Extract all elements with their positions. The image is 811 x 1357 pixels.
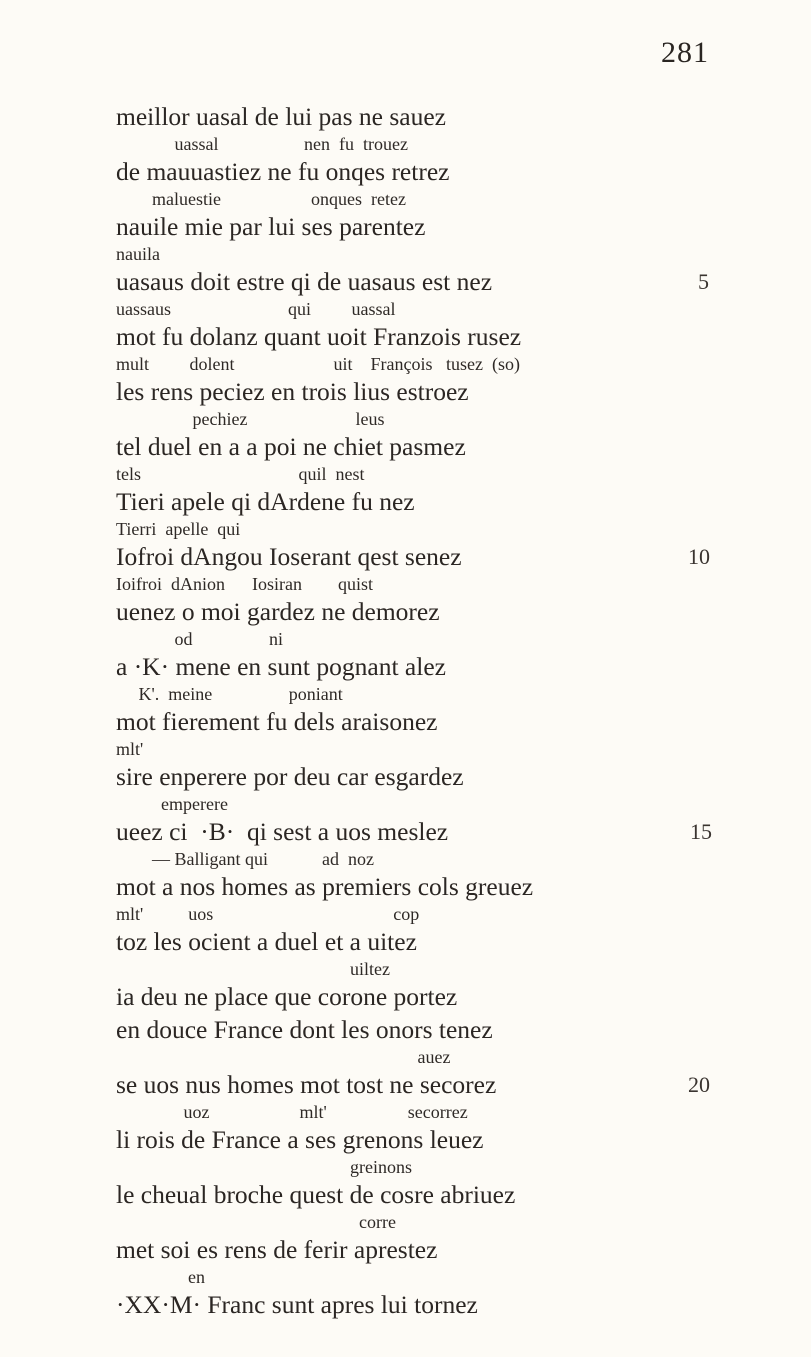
verse-line	[116, 1068, 716, 1101]
verse-text: mot fierement fu dels araisonez	[116, 707, 438, 736]
verse-line	[116, 650, 716, 683]
verse-text: les rens peciez en trois lius estroez	[116, 377, 469, 406]
variant-reading: K'. meine poniant	[116, 684, 343, 704]
verse-line	[116, 320, 716, 353]
verse-line	[116, 1013, 716, 1046]
verse-block	[116, 100, 716, 1321]
variant-reading: Ioifroi dAnion Iosiran quist	[116, 574, 373, 594]
verse-line	[116, 925, 716, 958]
verse-text: a ·K· mene en sunt pognant alez	[116, 652, 446, 681]
verse-text: uenez o moi gardez ne demorez	[116, 597, 440, 626]
variant-reading: Tierri apelle qui	[116, 519, 241, 539]
verse-text: sire enperere por deu car esgardez	[116, 762, 464, 791]
verse-text: met soi es rens de ferir aprestez	[116, 1235, 438, 1264]
verse-line	[116, 1288, 716, 1321]
line-number: 15	[690, 819, 712, 844]
line-number: 5	[698, 269, 709, 294]
verse-line	[116, 1233, 716, 1266]
verse-text: ia deu ne place que corone portez	[116, 982, 458, 1011]
verse-text: mot fu dolanz quant uoit Franzois rusez	[116, 322, 522, 351]
verse-line	[116, 375, 716, 408]
verse-text: ·XX·M· Franc sunt apres lui tornez	[116, 1290, 478, 1319]
variant-reading: maluestie onques retez	[116, 189, 406, 209]
verse-line	[116, 485, 716, 518]
verse-text: mot a nos homes as premiers cols greuez	[116, 872, 534, 901]
variant-reading: en	[116, 1267, 205, 1287]
verse-line	[116, 705, 716, 738]
verse-text: le cheual broche quest de cosre abriuez	[116, 1180, 516, 1209]
verse-text: ueez ci ·B· qi sest a uos meslez	[116, 817, 449, 846]
verse-line	[116, 870, 716, 903]
verse-line	[116, 1178, 716, 1211]
variant-reading: pechiez leus	[116, 409, 385, 429]
variant-reading: uassal nen fu trouez	[116, 134, 408, 154]
verse-text: nauile mie par lui ses parentez	[116, 212, 426, 241]
verse-line	[116, 430, 716, 463]
verse-text: se uos nus homes mot tost ne secorez	[116, 1070, 497, 1099]
variant-reading: uiltez	[116, 959, 390, 979]
verse-text: Tieri apele qi dArdene fu nez	[116, 487, 415, 516]
verse-line	[116, 1123, 716, 1156]
verse-line	[116, 815, 716, 848]
variant-reading: — Balligant qui ad noz	[116, 849, 374, 869]
variant-reading: tels quil nest	[116, 464, 365, 484]
variant-reading: od ni	[116, 629, 284, 649]
page-number: 281	[661, 36, 709, 69]
verse-text: tel duel en a a poi ne chiet pasmez	[116, 432, 466, 461]
verse-line	[116, 540, 716, 573]
verse-line	[116, 100, 716, 133]
verse-text: de mauuastiez ne fu onqes retrez	[116, 157, 450, 186]
variant-reading: emperere	[116, 794, 228, 814]
variant-reading: corre	[116, 1212, 396, 1232]
verse-text: toz les ocient a duel et a uitez	[116, 927, 417, 956]
variant-reading: uoz mlt' secorrez	[116, 1102, 468, 1122]
verse-line	[116, 155, 716, 188]
line-number: 20	[688, 1072, 710, 1097]
variant-reading: nauila	[116, 244, 160, 264]
verse-text: Iofroi dAngou Ioserant qest senez	[116, 542, 462, 571]
variant-reading: mlt' uos cop	[116, 904, 420, 924]
verse-line	[116, 265, 716, 298]
variant-reading: auez	[116, 1047, 451, 1067]
variant-reading: mlt'	[116, 739, 144, 759]
variant-reading: uassaus qui uassal	[116, 299, 396, 319]
verse-text: uasaus doit estre qi de uasaus est nez	[116, 267, 493, 296]
line-number: 10	[688, 544, 710, 569]
verse-line	[116, 595, 716, 628]
variant-reading: greinons	[116, 1157, 412, 1177]
verse-line	[116, 210, 716, 243]
verse-text: en douce France dont les onors tenez	[116, 1015, 493, 1044]
variant-reading: mult dolent uit François tusez (so)	[116, 354, 520, 374]
verse-line	[116, 760, 716, 793]
verse-line	[116, 980, 716, 1013]
verse-text: li rois de France a ses grenons leuez	[116, 1125, 484, 1154]
verse-text: meillor uasal de lui pas ne sauez	[116, 102, 446, 131]
